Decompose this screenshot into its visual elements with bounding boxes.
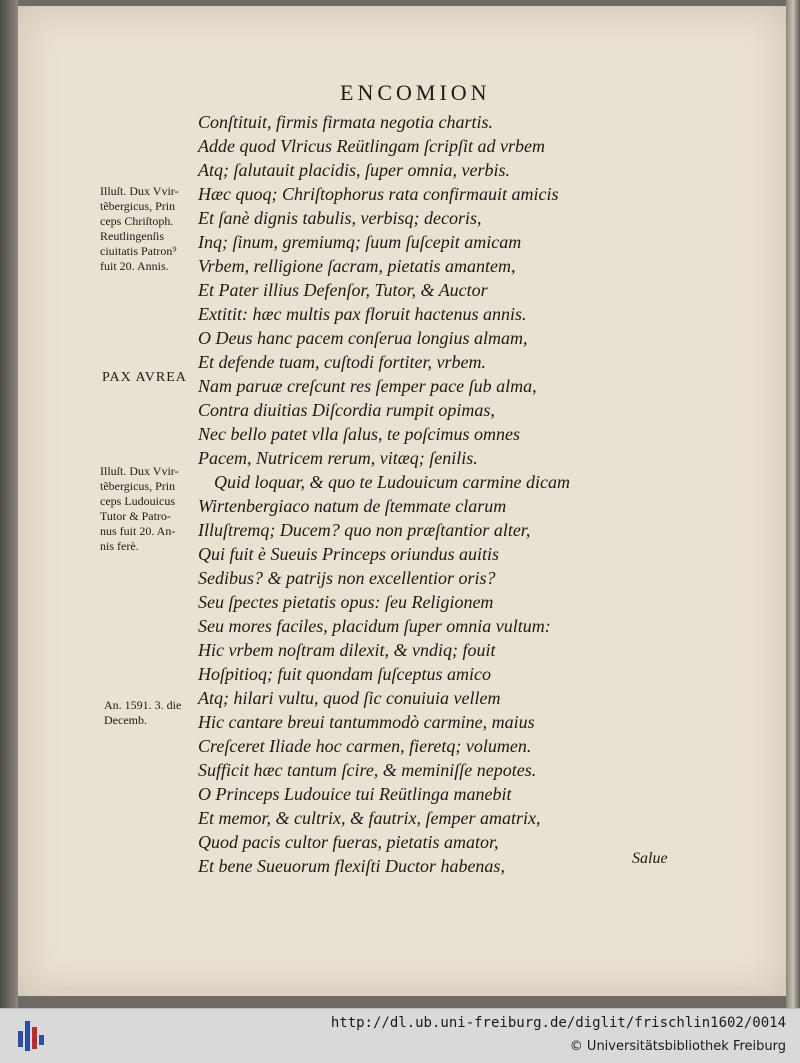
footer-bar [0,1008,800,1063]
verse-line: Quid loquar, & quo te Ludouicum carmine dicam [214,472,570,492]
margin-note-line: Tutor & Patro- [100,509,171,523]
margin-note-date [104,698,204,728]
verse-line: Et Pater illius Defenſor, Tutor, & Auctor [198,280,488,300]
margin-note-line: ciuitatis Patron⁹ [100,244,177,258]
verse-line: O Deus hanc pacem conſerua longius almam, [198,328,528,348]
verse-line: Inq; ſinum, gremiumq; ſuum ſuſcepit amicam [198,232,522,252]
page-edge-right [786,0,800,1008]
margin-note-line: tẽbergicus, Prin [100,479,176,493]
permalink-url[interactable]: http://dl.ub.uni-freiburg.de/diglit/frischlin1602/0014 [330,1015,786,1031]
copyright-text: © Universitätsbibliothek Freiburg [569,1039,786,1054]
pax-aurea-label: PAX AVREA [102,370,187,385]
verse-line: Nec bello patet vlla ſalus, te poſcimus omnes [198,424,520,444]
margin-note-line: Reutlingenſis [100,229,164,243]
margin-note-line: Illuſt. Dux Vvir- [100,464,179,478]
verse-line: Nam paruæ creſcunt res ſemper pace ſub alma, [198,376,537,396]
margin-note-line: fuit 20. Annis. [100,259,169,273]
verse-line: Sufficit hæc tantum ſcire, & meminiſſe nepotes. [198,760,537,780]
margin-note-line: tẽbergicus, Prin [100,199,176,213]
margin-note-line: Illuſt. Dux Vvir- [100,184,179,198]
verse-line: Quod pacis cultor fueras, pietatis amator, [198,832,499,852]
catchword: Salue [632,850,668,867]
margin-note-line: An. 1591. 3. die [104,698,182,712]
verse-line: Vrbem, relligione ſacram, pietatis amantem, [198,256,516,276]
verse-line: Hæc quoq; Chriſtophorus rata confirmauit amicis [198,184,559,204]
verse-line: Pacem, Nutricem rerum, vitæq; ſenilis. [198,448,478,468]
verse-line: Conſtituit, firmis firmata negotia chartis. [198,112,494,132]
verse-line: Wirtenbergiaco natum de ſtemmate clarum [198,496,507,516]
verse-line: Hic cantare breui tantummodò carmine, maius [198,712,535,732]
margin-note-christophorus [100,184,200,274]
verse-line: Atq; hilari vultu, quod ſic conuiuia vellem [198,688,501,708]
verse-line: Adde quod Vlricus Reütlingam ſcripſit ad vrbem [198,136,545,156]
verse-line: Hic vrbem noſtram dilexit, & vndiq; fouit [198,640,496,660]
verse-line: Sedibus? & patrijs non excellentior oris? [198,568,496,588]
library-logo-icon[interactable] [14,1017,50,1055]
margin-note-line: Decemb. [104,713,147,727]
verse-line: Creſceret Iliade hoc carmen, fieretq; volumen. [198,736,532,756]
verse-line: Hoſpitioq; fuit quondam ſuſceptus amico [198,664,491,684]
margin-note-line: ceps Ludouicus [100,494,175,508]
verse-line: Atq; ſalutauit placidis, ſuper omnia, verbis. [198,160,510,180]
margin-note-line: nis ferè. [100,539,139,553]
margin-note-line: nus fuit 20. An- [100,524,176,538]
verse-line: Extitit: hæc multis pax floruit hactenus annis. [198,304,527,324]
verse-line: Et defende tuam, cuſtodi fortiter, vrbem. [198,352,486,372]
margin-note-ludovicus [100,464,200,554]
verse-line: Qui fuit è Sueuis Princeps oriundus auitis [198,544,499,564]
page-edge-left [0,0,18,1008]
verse-line: O Princeps Ludouice tui Reütlinga manebit [198,784,512,804]
verse-line: Et memor, & cultrix, & fautrix, ſemper amatrix, [198,808,541,828]
verse-line: Seu ſpectes pietatis opus: ſeu Religionem [198,592,494,612]
margin-note-line: ceps Chriſtoph. [100,214,174,228]
page-heading: ENCOMION [340,80,491,105]
verse-line: Contra diuitias Diſcordia rumpit opimas, [198,400,495,420]
verse-line: Seu mores faciles, placidum ſuper omnia vultum: [198,616,551,636]
verse-line: Et ſanè dignis tabulis, verbisq; decoris, [198,208,482,228]
verse-line: Illuſtremq; Ducem? quo non præſtantior alter, [198,520,531,540]
verse-line: Et bene Sueuorum flexiſti Ductor habenas, [198,856,505,876]
